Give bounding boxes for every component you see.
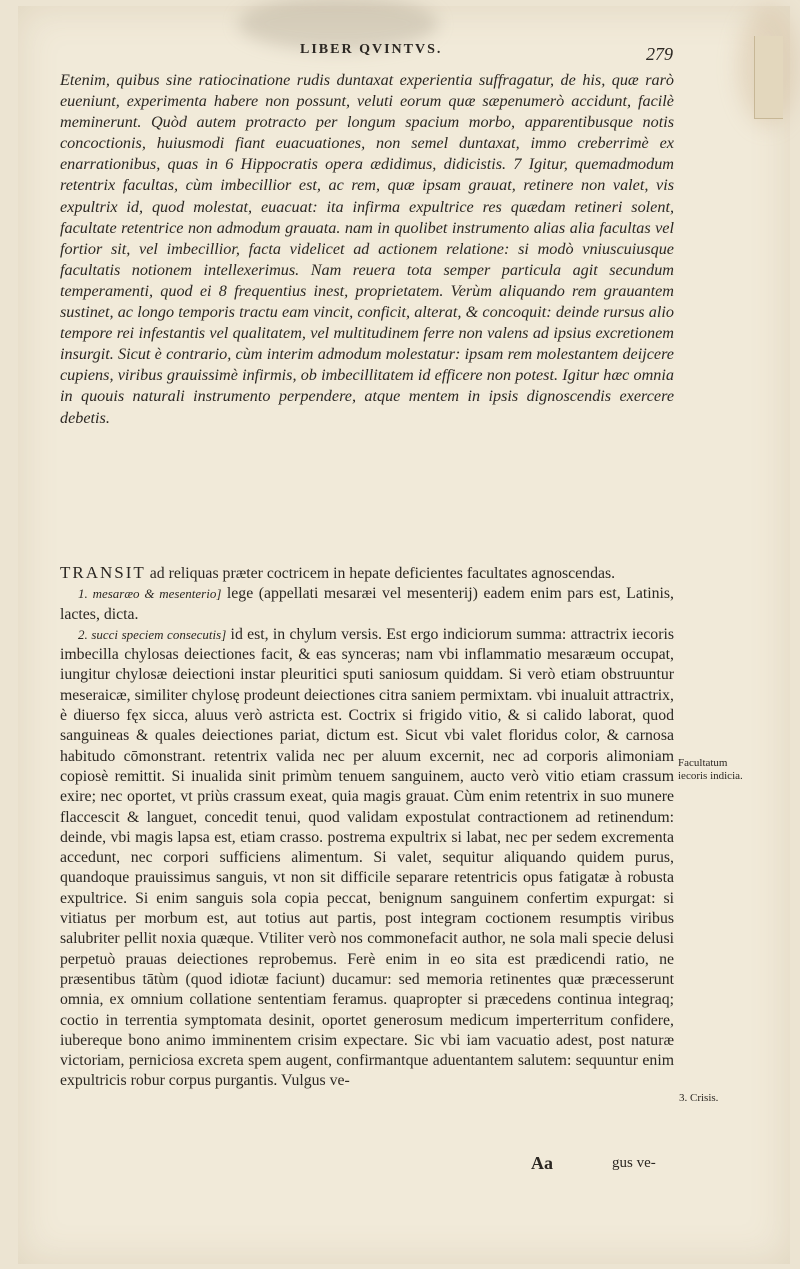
- note-1-text: lege (appellati mesaræi vel mesenterij) eadem enim pars est, Latinis, lactes, dicta.: [60, 585, 674, 623]
- annotations-block: [60, 563, 674, 1092]
- note-1-ref: 1. mesaræo & mesenterio]: [78, 586, 222, 602]
- note-2-ref: 2. succi speciem consecutis]: [78, 626, 227, 642]
- intro-text: ad reliquas præter coctricem in hepate deficientes facultates agnoscendas.: [145, 565, 616, 582]
- margin-note-crisis: 3. Crisis.: [679, 1092, 719, 1104]
- intro-head: TRANSIT: [60, 563, 146, 582]
- margin-note-facultatum: Facultatum iecoris indicia.: [678, 757, 743, 782]
- page-number: 279: [646, 44, 673, 64]
- signature-mark: Aa: [531, 1153, 553, 1173]
- commentary-italic-text: Etenim, quibus sine ratiocinatione rudis duntaxat experientia suffragatur, de his, quæ rarò eueniunt, experimenta habere non possunt, veluti eorum quæ sæpenumerò accidunt, facilè meminerunt. Quòd autem protracto per longum spacium morbo, apparentibusque notis concoctionis, huiusmodi fiant euacuationes, non semel duntaxat, immo creberrimè ex enarrationibus, quas in 6 Hippocratis opera ædidimus, didicistis. 7 Igitur, quemadmodum retentrix facultas, cùm imbecillior est, ac rem, quæ ipsam grauat, retinere non valet, vis expultrix id, quod molestat, euacuat: ita infirma expultrice res quædam retineri solent, facultate retentrice non admodum grauata. nam in quolibet instrumento alias alia facultas vel fortior sit, vel imbecillior, facta videlicet ad actionem relatione: si modò vniuscuiusque facultatis notionem intellexerimus. Nam reuera tota semper particula agit secundum temperamenti, quod ei 8 frequentius inest, proprietatem. Verùm aliquando rem grauantem sustinet, ac longo temporis tractu eam vincit, conficit, alterat, & concoquit: deinde rursus alio tempore rei infestantis vel qualitatem, vel multitudinem ferre non valens ad ipsius excretionem insurgit. Sicut è contrario, cùm interim admodum molestatur: ipsam rem molestantem deijcere cupiens, viribus grauissimè infirmis, ob imbecillitatem id efficere non potest. Igitur hæc omnia in quouis naturali instrumento perpendere, atque mentem in ipsis dignoscendis exercere debetis.: [60, 71, 674, 427]
- running-title: LIBER QVINTVS.: [300, 42, 443, 57]
- catchword: gus ve-: [612, 1155, 656, 1171]
- page-tab: [754, 36, 783, 119]
- note-2-text: id est, in chylum versis. Est ergo indiciorum summa: attractrix iecoris imbecilla chylosas deiectiones facit, & eas synceras; nam vbi inflammatio mesaræum occupat, iungitur chylosæ deiectioni instar pleuritici sputi saniosum quiddam. Si verò etiam obstruuntur meseraicæ, similiter chylosę prodeunt deiectiones citra saniem permixtam. vbi inualuit attractrix, è diuerso fęx sicca, aluus verò astricta est. Coctrix si frigido vitio, & si calido laborat, quod sanguineas & quales deiectiones pariat, dictum est. Sicut vbi valet floridus color, & carnosa habitudo cōmonstrant. retentrix valida nec per aluum excernit, nec ad corporis alimoniam copiosè remittit. Si inualida sinit primùm tenuem sanguinem, aucto verò vitio etiam crassum exire; nec oportet, vt priùs crassum exeat, quia magis grauat. Cùm enim retentrix in suo munere flaccescit & languet, concedit tenui, quod validam expostulat contractionem ad retinendum: deinde, vbi magis lapsa est, etiam crasso. postrema expultrix si labat, nec per sedem excrementa accedunt, nec corpori sufficiens alimentum. Si valet, sequitur aliquando quidem purus, quandoque prauissimus sanguis, vt non sit difficile separare retentricis opus fatigatæ à robusta expultrice. Si enim sanguis sola copia peccat, benignum sanguinem confertim expurgat: si vitiatus per morbum est, aut totius aut partis, post integram coctionem resumptis viribus salubriter pellit noxia quæque. Vtiliter verò nos commonefacit author, ne sola mali specie delusi perpetuò prauas deiectiones reprobemus. Ferè enim in eo sita est prædicendi ratio, ne præsentibus tātùm (quod idiotæ faciunt) ducamur: sed memoria retinentes quæ præcesserunt omnia, ex omnium collatione sententiam feramus. quapropter si præcedens continua integraq; coctio in terrentia symptomata desinit, oportet generosum medicum imperterritum confidere, iubereque bono animo imminentem crisim expectare. Sic vbi iam vacuatio adest, post naturæ victoriam, perniciosa excreta spem augent, confirmantque aduentantem salutem: sequuntur enim expultricis robur corpus purgantis. Vulgus ve-: [60, 625, 674, 1090]
